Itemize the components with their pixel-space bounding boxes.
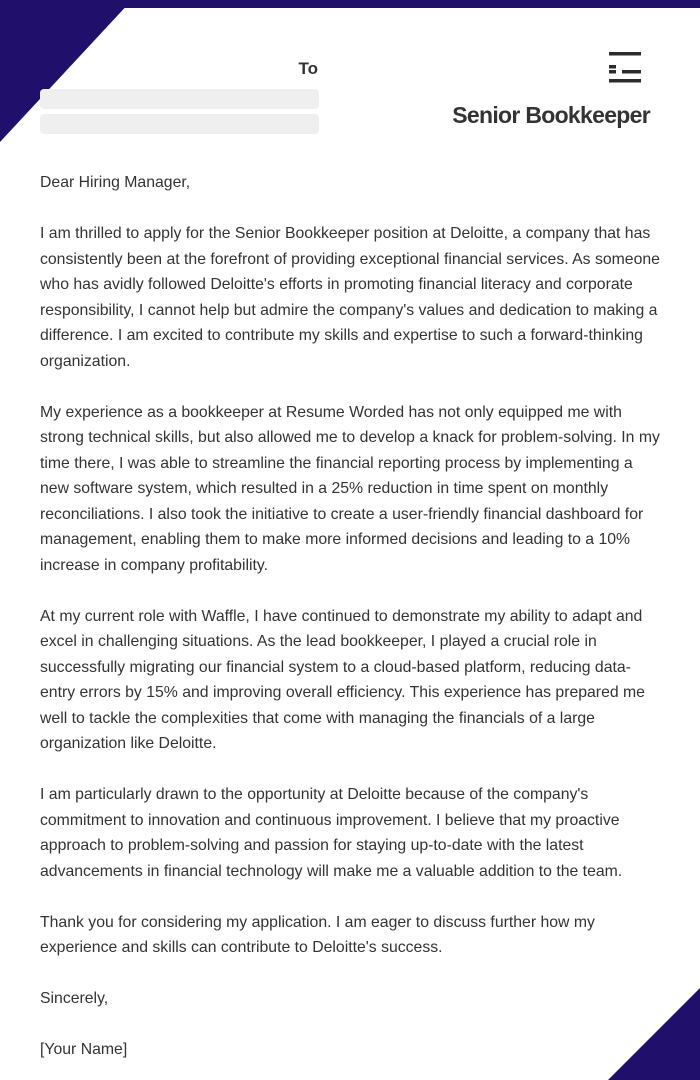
letter-paragraph-3: At my current role with Waffle, I have continued to demonstrate my ability to adapt and excel in challenging situations. As the lead bookkeeper, I played a crucial role in successfully migrating our financial system to a cloud-based platform, reducing data-entry errors by 15% and improving overall efficiency. This experience has prepared me well to tackle the complexities that come with managing the financials of a large organization like Deloitte. — [40, 607, 645, 752]
letter-paragraph-1: I am thrilled to apply for the Senior Bookkeeper position at Deloitte, a company that has consistently been at the forefront of providing exceptional financial services. As someone who has avidly followed Deloitte's efforts in promoting financial literacy and corporate responsibility, I cannot help but admire the company's values and dedication to making a difference. I am excited to contribute my skills and expertise to such a forward-thinking organization. — [40, 225, 660, 370]
letter-greeting: Dear Hiring Manager, — [40, 174, 191, 191]
recipient-name-placeholder — [40, 89, 319, 109]
letter-paragraph-5: Thank you for considering my application. I am eager to discuss further how my experience and skills can contribute to Deloitte's success. — [40, 913, 595, 956]
letter-closing: Sincerely, — [40, 990, 109, 1007]
letter-signature: [Your Name] — [40, 1041, 128, 1058]
letter-body — [40, 170, 666, 1080]
job-title-heading: Senior Bookkeeper — [452, 102, 650, 128]
letter-paragraph-4: I am particularly drawn to the opportunity at Deloitte because of the company's commitment to innovation and continuous improvement. I believe that my proactive approach to problem-solving and passion for staying up-to-date with the latest advancements in financial technology will make me a valuable addition to the team. — [40, 786, 623, 880]
letter-paragraph-2: My experience as a bookkeeper at Resume Worded has not only equipped me with strong technical skills, but also allowed me to develop a knack for problem-solving. In my time there, I was able to streamline the financial reporting process by implementing a new software system, which resulted in a 25% reduction in time spent on monthly reconciliations. I also took the initiative to create a user-friendly financial dashboard for management, enabling them to make more informed decisions and leading to a 10% increase in company profitability. — [40, 403, 660, 574]
document-lines-icon — [606, 50, 644, 84]
recipient-to-label: To — [298, 59, 318, 78]
recipient-address-placeholder — [40, 114, 319, 134]
